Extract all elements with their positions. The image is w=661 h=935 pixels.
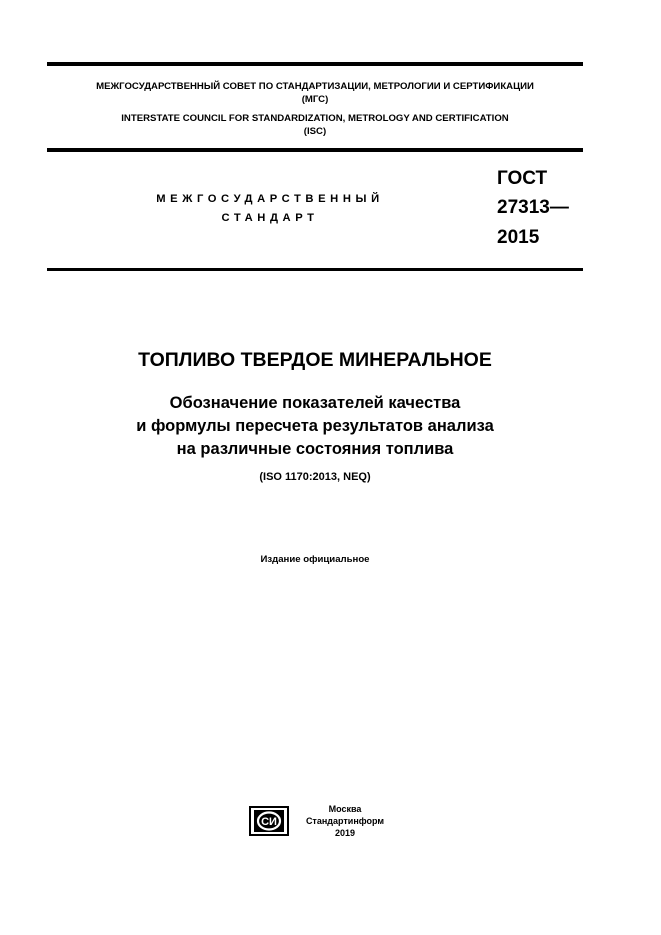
edition-note: Издание официальное — [260, 554, 370, 565]
document-subtitle-line: Обозначение показателей качества — [169, 394, 461, 412]
publisher-name: Стандартинформ — [305, 816, 385, 826]
gost-number: 27313— — [497, 197, 569, 218]
top-rule — [47, 62, 583, 66]
iso-reference: (ISO 1170:2013, NEQ) — [259, 471, 371, 483]
council-abbr-en: (ISC) — [303, 126, 327, 137]
standartinform-logo-icon — [249, 806, 289, 836]
gost-label: ГОСТ — [497, 168, 548, 189]
document-title: ТОПЛИВО ТВЕРДОЕ МИНЕРАЛЬНОЕ — [138, 349, 492, 371]
standard-type-line1: МЕЖГОСУДАРСТВЕННЫЙ — [156, 193, 384, 205]
publisher-year: 2019 — [334, 828, 356, 838]
council-name-en: INTERSTATE COUNCIL FOR STANDARDIZATION, METROLOGY AND CERTIFICATION — [121, 113, 509, 124]
standard-type-line2: СТАНДАРТ — [221, 212, 319, 224]
council-abbr-ru: (МГС) — [301, 94, 329, 105]
svg-text:СИ: СИ — [261, 816, 277, 828]
document-subtitle-line: на различные состояния топлива — [176, 440, 454, 458]
document-subtitle-line: и формулы пересчета результатов анализа — [136, 417, 494, 435]
publisher-city: Москва — [328, 804, 362, 814]
middle-rule — [47, 148, 583, 152]
gost-year: 2015 — [497, 227, 540, 248]
council-name-ru: МЕЖГОСУДАРСТВЕННЫЙ СОВЕТ ПО СТАНДАРТИЗАЦИИ, МЕТРОЛОГИИ И СЕРТИФИКАЦИИ — [96, 81, 534, 92]
bottom-rule — [47, 268, 583, 271]
